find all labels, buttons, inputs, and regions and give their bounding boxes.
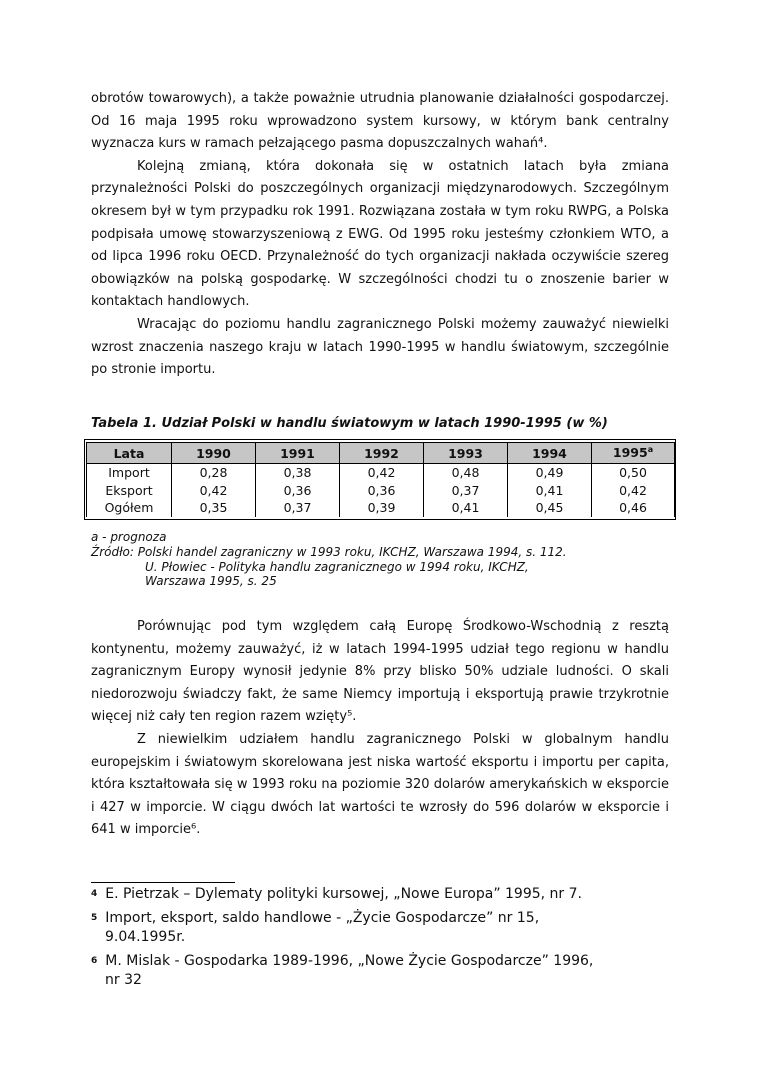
- table-cell: 0,36: [256, 482, 340, 500]
- table-header-cell: 1994: [508, 443, 592, 464]
- footnote-separator: [91, 882, 235, 883]
- table-cell: 0,46: [592, 499, 675, 517]
- table-header-cell: 1990: [172, 443, 256, 464]
- footnote: [91, 909, 669, 947]
- table-cell: 0,28: [172, 464, 256, 482]
- footnote-number: 4: [91, 889, 98, 899]
- table-cell: 0,48: [424, 464, 508, 482]
- table-header-cell: 1993: [424, 443, 508, 464]
- body-text-top: [91, 88, 669, 382]
- paragraph: Kolejną zmianą, która dokonała się w ostatnich latach była zmiana przynależności Polski do poszczególnych organizacji międzynarodowych. Szczególnym okresem był w tym przypadku rok 1991. Rozwiązana została w tym roku RWPG, a Polska podpisała umowę stowarzyszeniową z EWG. Od 1995 roku jesteśmy członkiem WTO, a od lipca 1996 roku OECD. Przynależność do tych organizacji nakłada oczywiście szereg obowiązków na polską gospodarkę. W szczególności chodzi tu o znoszenie barier w kontaktach handlowych.: [91, 158, 669, 310]
- table-cell: 0,42: [340, 464, 424, 482]
- table-cell: 0,41: [508, 482, 592, 500]
- table-header-cell: 1992: [340, 443, 424, 464]
- table-cell: 0,42: [592, 482, 675, 500]
- row-label: Eksport: [87, 482, 172, 500]
- table-row: [87, 499, 675, 517]
- table-cell: 0,50: [592, 464, 675, 482]
- table-cell: 0,38: [256, 464, 340, 482]
- footnotes: [91, 885, 669, 995]
- prognoza-marker: a: [647, 445, 654, 455]
- table-cell: 0,42: [172, 482, 256, 500]
- source-line: Warszawa 1995, s. 25: [145, 574, 277, 589]
- row-label: Ogółem: [87, 499, 172, 517]
- source-line: U. Płowiec - Polityka handlu zagranicznego w 1994 roku, IKCHZ,: [145, 559, 529, 574]
- table-cell: 0,35: [172, 499, 256, 517]
- data-table: [86, 442, 675, 517]
- footnote-number: 6: [91, 956, 98, 966]
- paragraph: Wracając do poziomu handlu zagranicznego Polski możemy zauważyć niewielki wzrost znaczenia naszego kraju w latach 1990-1995 w handlu światowym, szczególnie po stronie importu.: [91, 316, 669, 378]
- header-year: 1995: [612, 445, 648, 461]
- footnote-text-cont: 9.04.1995r.: [105, 929, 186, 945]
- footnote-text: E. Pietrzak – Dylematy polityki kursowej, „Nowe Europa” 1995, nr 7.: [105, 886, 582, 902]
- table-cell: 0,37: [256, 499, 340, 517]
- table-cell: 0,36: [340, 482, 424, 500]
- table-caption: Tabela 1. Udział Polski w handlu światowym w latach 1990-1995 (w %): [91, 416, 608, 431]
- table-row: [87, 464, 675, 482]
- prognoza-note: a - prognoza: [91, 530, 167, 544]
- table-cell: 0,39: [340, 499, 424, 517]
- paragraph: Porównując pod tym względem całą Europę Środkowo-Wschodnią z resztą kontynentu, możemy zauważyć, iż w latach 1994-1995 udział tego regionu w handlu zagranicznym Europy wynosił jedynie 8% przy blisko 50% udziale ludności. O skali niedorozwoju świadczy fakt, że same Niemcy importują i eksportują prawie trzykrotnie więcej niż cały ten region razem wzięty⁵.: [91, 619, 669, 725]
- table-cell: 0,49: [508, 464, 592, 482]
- footnote-number: 5: [91, 913, 98, 923]
- table-row: [87, 482, 675, 500]
- table-header-cell: Lata: [87, 443, 172, 464]
- paragraph: obrotów towarowych), a także poważnie utrudnia planowanie działalności gospodarczej. Od 16 maja 1995 roku wprowadzono system kursowy, w którym bank centralny wyznacza kurs w ramach pełzającego pasma dopuszczalnych wahań⁴.: [91, 91, 669, 152]
- footnote-text: Import, eksport, saldo handlowe - „Życie Gospodarcze” nr 15,: [105, 910, 540, 926]
- table-header-cell: 1991: [256, 443, 340, 464]
- table-notes: [91, 530, 567, 589]
- table-cell: 0,37: [424, 482, 508, 500]
- table-header-cell: [592, 443, 675, 464]
- footnote-text: M. Mislak - Gospodarka 1989-1996, „Nowe Życie Gospodarcze” 1996,: [105, 953, 594, 969]
- row-label: Import: [87, 464, 172, 482]
- body-text-bottom: [91, 616, 669, 842]
- data-table-frame: [84, 439, 676, 520]
- footnote-text-cont: nr 32: [105, 972, 142, 988]
- table-cell: 0,41: [424, 499, 508, 517]
- footnote: [91, 885, 669, 904]
- paragraph: Z niewielkim udziałem handlu zagranicznego Polski w globalnym handlu europejskim i światowym skorelowana jest niska wartość eksportu i importu per capita, która kształtowała się w 1993 roku na poziomie 320 dolarów amerykańskich w eksporcie i 427 w imporcie. W ciągu dwóch lat wartości te wzrosły do 596 dolarów w eksporcie i 641 w imporcie⁶.: [91, 731, 669, 838]
- table-header-row: [87, 443, 675, 464]
- source-line: Źródło: Polski handel zagraniczny w 1993 roku, IKCHZ, Warszawa 1994, s. 112.: [91, 544, 567, 559]
- table-cell: 0,45: [508, 499, 592, 517]
- footnote: [91, 952, 669, 990]
